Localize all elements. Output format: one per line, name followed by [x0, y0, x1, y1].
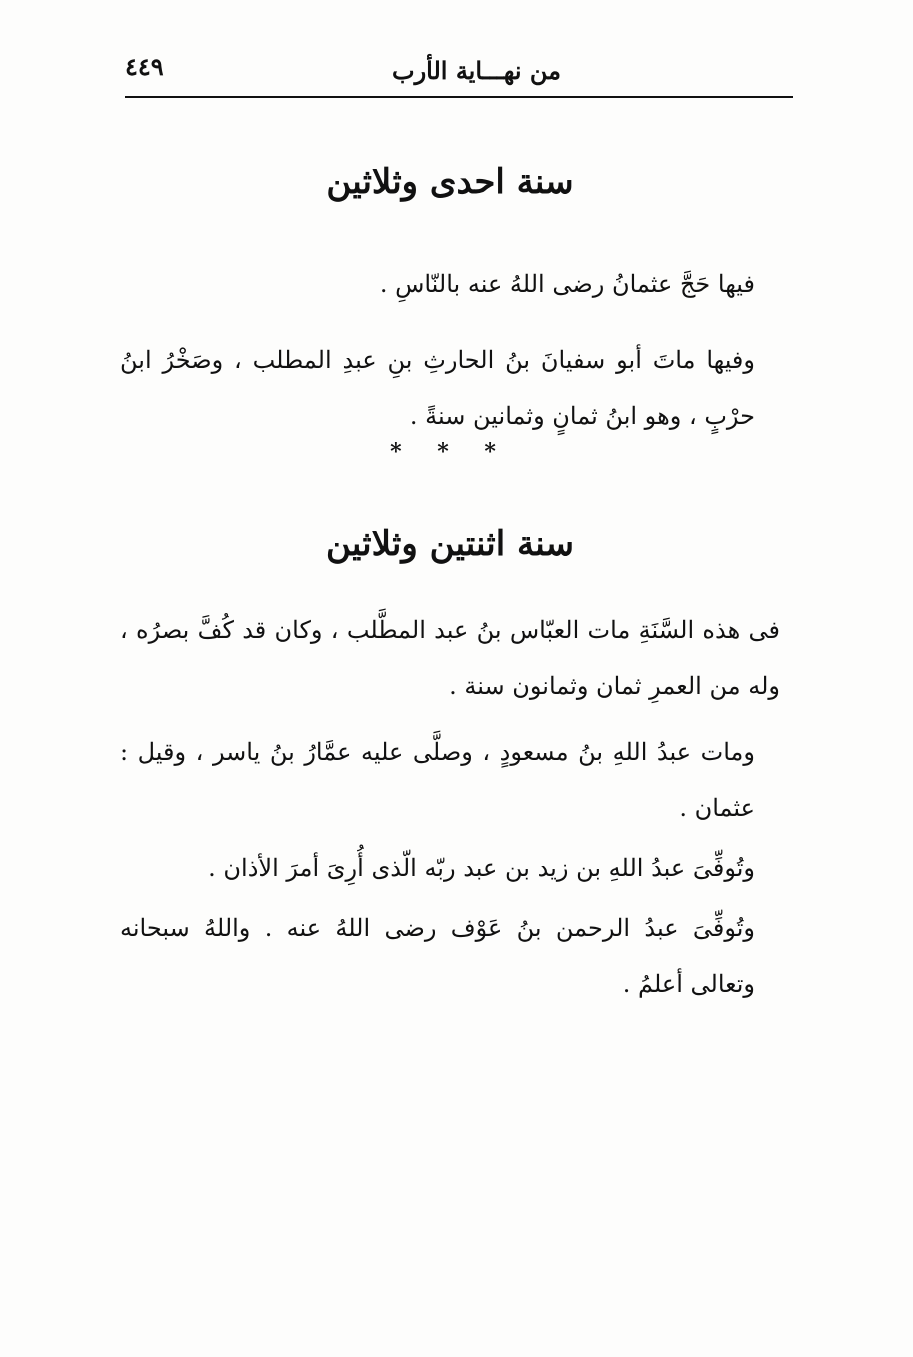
paragraph: وفيها ماتَ أبو سفيانَ بنُ الحارثِ بنِ عبدِ المطلب ، وصَخْرُ ابنُ حرْبٍ ، وهو ابنُ ثمانٍ وثمانين سنةً .: [120, 346, 755, 430]
section-title-year-32: سنة اثنتين وثلاثين: [326, 524, 574, 564]
running-header-title: من نهـــاية الأرب: [391, 56, 561, 85]
section-title-year-31: سنة احدى وثلاثين: [326, 162, 574, 202]
paragraph: وتُوفِّىَ عبدُ اللهِ بن زيد بن عبد ربّه الّذى أُرِىَ أمرَ الأذان .: [208, 854, 755, 882]
section-separator: * * *: [390, 439, 510, 465]
page-number: ٤٤٩: [125, 52, 164, 81]
running-header: [125, 50, 793, 100]
paragraph: وتُوفِّىَ عبدُ الرحمن بنُ عَوْف رضى اللهُ عنه . واللهُ سبحانه وتعالى أعلمُ .: [120, 914, 755, 998]
paragraph: ومات عبدُ اللهِ بنُ مسعودٍ ، وصلَّى عليه عمَّارُ بنُ ياسر ، وقيل : عثمان .: [120, 738, 755, 822]
header-rule: [125, 96, 793, 98]
paragraph: فيها حَجَّ عثمانُ رضى اللهُ عنه بالنّاسِ .: [379, 270, 755, 298]
page-body: [120, 150, 780, 1012]
paragraph: فى هذه السَّنَةِ مات العبّاس بنُ عبد المطَّلب ، وكان قد كُفَّ بصرُه ، وله من العمرِ ثمان وثمانون سنة .: [120, 616, 780, 700]
